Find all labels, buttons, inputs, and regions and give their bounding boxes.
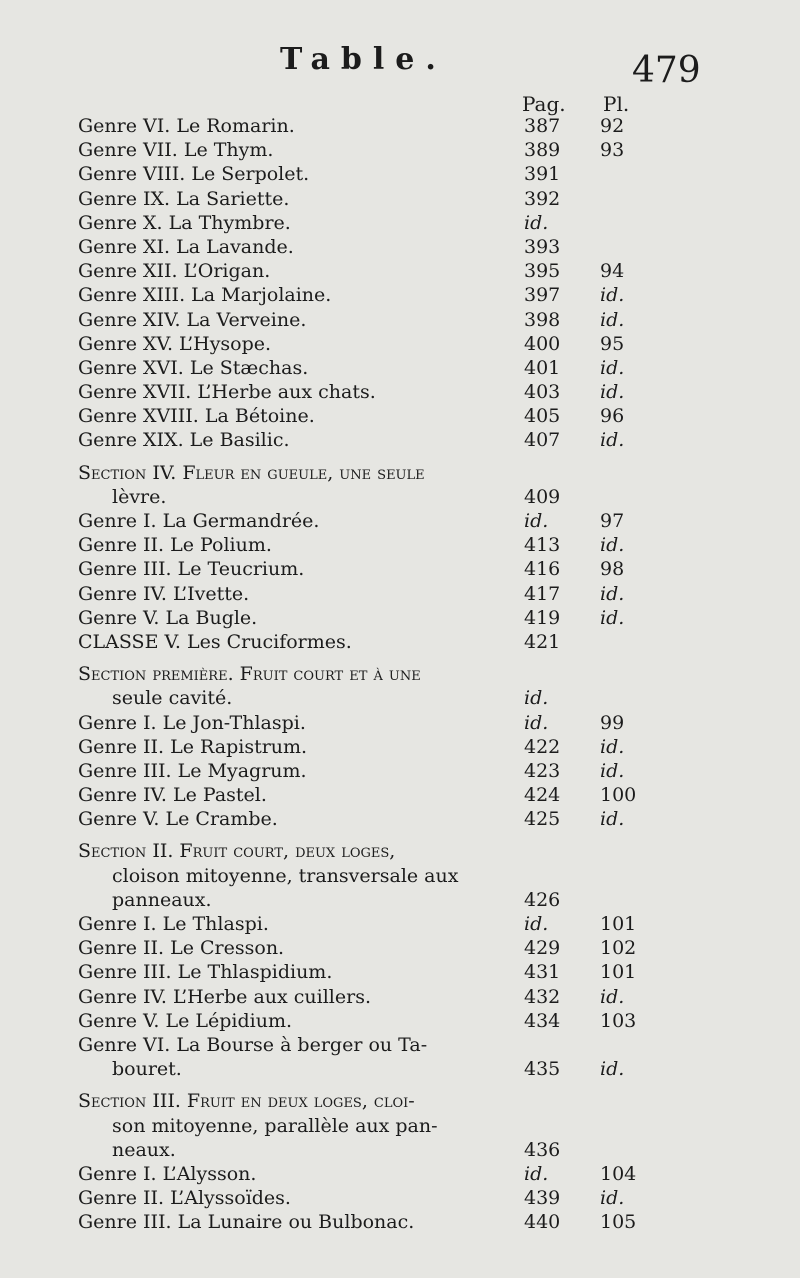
plate-ref: id. bbox=[600, 1058, 625, 1081]
page-ref: id. bbox=[524, 1162, 549, 1185]
plate-ref: id. bbox=[600, 735, 625, 758]
table-row bbox=[0, 557, 800, 581]
page-ref: 432 bbox=[524, 985, 561, 1008]
entry-title: Section première. Fruit court et à une bbox=[78, 663, 421, 686]
entry-title: Genre IV. L’Ivette. bbox=[78, 582, 250, 605]
entry-title: Section IV. Fleur en gueule, une seule bbox=[78, 461, 425, 484]
entry-title: Genre XVI. Le Stæchas. bbox=[78, 356, 309, 379]
page-ref: 419 bbox=[524, 606, 561, 629]
plate-ref: id. bbox=[600, 356, 625, 379]
page-ref: 400 bbox=[524, 332, 561, 355]
entry-title: Genre XII. L’Origan. bbox=[78, 260, 271, 283]
table-row bbox=[0, 1138, 800, 1162]
plate-ref: 105 bbox=[600, 1211, 637, 1234]
plate-ref: id. bbox=[600, 308, 625, 331]
page-ref: 397 bbox=[524, 284, 561, 307]
entry-title: son mitoyenne, parallèle aux pan- bbox=[112, 1114, 438, 1137]
table-row bbox=[0, 428, 800, 452]
entry-title: Genre VIII. Le Serpolet. bbox=[78, 163, 310, 186]
plate-ref: id. bbox=[600, 1187, 625, 1210]
entry-title: Genre V. Le Crambe. bbox=[78, 808, 278, 831]
plate-ref: 102 bbox=[600, 937, 637, 960]
page-ref: 431 bbox=[524, 961, 561, 984]
table-row bbox=[0, 138, 800, 162]
entry-title: Genre I. Le Jon-Thlaspi. bbox=[78, 711, 306, 734]
page-ref: 387 bbox=[524, 115, 561, 137]
plate-ref: 95 bbox=[600, 332, 625, 355]
table-row bbox=[0, 235, 800, 259]
entry-title: neaux. bbox=[112, 1138, 176, 1161]
entry-title: cloison mitoyenne, transversale aux bbox=[112, 864, 459, 887]
plate-ref: id. bbox=[600, 985, 625, 1008]
page-ref: 413 bbox=[524, 534, 561, 557]
plate-ref: id. bbox=[600, 534, 625, 557]
entry-title: Genre III. Le Teucrium. bbox=[78, 558, 305, 581]
plate-ref: 97 bbox=[600, 510, 625, 532]
page-ref: id. bbox=[524, 211, 549, 234]
page-ref: 429 bbox=[524, 937, 561, 960]
table-row bbox=[0, 985, 800, 1009]
page-ref: 439 bbox=[524, 1187, 561, 1210]
table-row bbox=[0, 1114, 800, 1138]
plate-ref: 93 bbox=[600, 139, 625, 162]
table-row bbox=[0, 533, 800, 557]
plate-ref: id. bbox=[600, 759, 625, 782]
entry-title: Genre XV. L’Hysope. bbox=[78, 332, 272, 355]
table-row bbox=[0, 1186, 800, 1210]
entry-title: Genre II. Le Rapistrum. bbox=[78, 735, 308, 758]
entry-title: Section II. Fruit court, deux loges, bbox=[78, 840, 396, 863]
entry-title: Genre XI. La Lavande. bbox=[78, 235, 294, 258]
page-ref: 393 bbox=[524, 235, 561, 258]
table-row bbox=[0, 711, 800, 735]
plate-ref: id. bbox=[600, 808, 625, 831]
entry-title: Genre VI. Le Romarin. bbox=[78, 115, 295, 137]
page-ref: 416 bbox=[524, 558, 561, 581]
page-ref: 435 bbox=[524, 1058, 561, 1081]
entry-title: Genre III. La Lunaire ou Bulbonac. bbox=[78, 1211, 415, 1234]
page-ref: 407 bbox=[524, 429, 561, 452]
page-ref: 401 bbox=[524, 356, 561, 379]
entry-title: Genre XIV. La Verveine. bbox=[78, 308, 307, 331]
pag-column-header: Pag. bbox=[522, 92, 566, 116]
table-row bbox=[0, 162, 800, 186]
page-ref: id. bbox=[524, 687, 549, 710]
entry-title: Genre I. Le Thlaspi. bbox=[78, 913, 269, 935]
page-ref: 434 bbox=[524, 1009, 561, 1032]
table-row bbox=[0, 759, 800, 783]
table-row bbox=[0, 187, 800, 211]
page-ref: 424 bbox=[524, 784, 561, 807]
plate-ref: 101 bbox=[600, 913, 637, 935]
entry-title: Genre IX. La Sariette. bbox=[78, 187, 290, 210]
page-ref: 422 bbox=[524, 735, 561, 758]
entry-title: Genre I. La Germandrée. bbox=[78, 510, 320, 532]
entry-title: Genre XVII. L’Herbe aux chats. bbox=[78, 381, 376, 404]
page-ref: id. bbox=[524, 913, 549, 935]
table-row bbox=[0, 332, 800, 356]
page-ref: 389 bbox=[524, 139, 561, 162]
table-row bbox=[0, 485, 800, 509]
table-row bbox=[0, 283, 800, 307]
entry-title: Genre I. L’Alysson. bbox=[78, 1162, 257, 1185]
entry-title: Genre XIII. La Marjolaine. bbox=[78, 284, 332, 307]
page-ref: 421 bbox=[524, 630, 561, 653]
table-row bbox=[0, 735, 800, 759]
table-row bbox=[0, 1033, 800, 1057]
table-row bbox=[0, 1162, 800, 1186]
section-heading bbox=[0, 1089, 800, 1113]
page-ref: 398 bbox=[524, 308, 561, 331]
section-heading bbox=[0, 839, 800, 863]
page-ref: 423 bbox=[524, 759, 561, 782]
page-number: 479 bbox=[632, 50, 701, 91]
entry-title: Genre IV. L’Herbe aux cuillers. bbox=[78, 985, 371, 1008]
page-ref: 405 bbox=[524, 405, 561, 428]
plate-ref: 104 bbox=[600, 1162, 637, 1185]
plate-ref: 100 bbox=[600, 784, 637, 807]
plate-ref: id. bbox=[600, 429, 625, 452]
entry-title: Genre XIX. Le Basilic. bbox=[78, 429, 290, 452]
table-row bbox=[0, 960, 800, 984]
entry-title: Genre VII. Le Thym. bbox=[78, 139, 274, 162]
table-row bbox=[0, 1057, 800, 1081]
entry-title: Genre II. L’Alyssoïdes. bbox=[78, 1187, 291, 1210]
table-row bbox=[0, 912, 800, 936]
table-row bbox=[0, 380, 800, 404]
table-row bbox=[0, 1009, 800, 1033]
entry-title: Genre XVIII. La Bétoine. bbox=[78, 405, 315, 428]
table-row bbox=[0, 630, 800, 654]
page-ref: 426 bbox=[524, 888, 561, 911]
plate-ref: id. bbox=[600, 381, 625, 404]
table-row bbox=[0, 864, 800, 888]
table-row bbox=[0, 936, 800, 960]
table-row bbox=[0, 888, 800, 912]
table-row bbox=[0, 1210, 800, 1234]
entry-title: lèvre. bbox=[112, 485, 167, 508]
running-title: Table. bbox=[280, 42, 447, 77]
table-row bbox=[0, 404, 800, 428]
table-row bbox=[0, 356, 800, 380]
section-heading bbox=[0, 461, 800, 485]
entry-title: seule cavité. bbox=[112, 687, 233, 710]
plate-ref: 96 bbox=[600, 405, 625, 428]
entry-title: Genre V. Le Lépidium. bbox=[78, 1009, 293, 1032]
plate-ref: 99 bbox=[600, 711, 625, 734]
entry-title: Genre III. Le Myagrum. bbox=[78, 759, 307, 782]
page-ref: 436 bbox=[524, 1138, 561, 1161]
page-ref: 440 bbox=[524, 1211, 561, 1234]
entry-title: Genre X. La Thymbre. bbox=[78, 211, 291, 234]
plate-ref: 94 bbox=[600, 260, 625, 283]
section-heading bbox=[0, 662, 800, 686]
page-ref: id. bbox=[524, 711, 549, 734]
pl-column-header: Pl. bbox=[603, 92, 630, 116]
table-row bbox=[0, 114, 800, 138]
entry-title: CLASSE V. Les Cruciformes. bbox=[78, 630, 352, 653]
entry-title: Genre V. La Bugle. bbox=[78, 606, 258, 629]
page-ref: 417 bbox=[524, 582, 561, 605]
entry-title: Genre IV. Le Pastel. bbox=[78, 784, 267, 807]
plate-ref: 92 bbox=[600, 115, 625, 137]
page-ref: 391 bbox=[524, 163, 561, 186]
entry-title: Genre VI. La Bourse à berger ou Ta- bbox=[78, 1033, 428, 1056]
table-row bbox=[0, 509, 800, 533]
table-row bbox=[0, 582, 800, 606]
entry-title: panneaux. bbox=[112, 888, 212, 911]
plate-ref: id. bbox=[600, 284, 625, 307]
page-ref: 392 bbox=[524, 187, 561, 210]
table-row bbox=[0, 807, 800, 831]
entry-title: Genre III. Le Thlaspidium. bbox=[78, 961, 333, 984]
entry-title: Section III. Fruit en deux loges, cloi- bbox=[78, 1090, 415, 1113]
page-ref: 395 bbox=[524, 260, 561, 283]
plate-ref: 103 bbox=[600, 1009, 637, 1032]
table-row bbox=[0, 783, 800, 807]
entry-title: bouret. bbox=[112, 1058, 182, 1081]
page-ref: 425 bbox=[524, 808, 561, 831]
table-row bbox=[0, 211, 800, 235]
plate-ref: id. bbox=[600, 606, 625, 629]
table-of-contents bbox=[0, 114, 800, 1234]
table-row bbox=[0, 606, 800, 630]
plate-ref: id. bbox=[600, 582, 625, 605]
entry-title: Genre II. Le Polium. bbox=[78, 534, 272, 557]
table-row bbox=[0, 259, 800, 283]
page-ref: 403 bbox=[524, 381, 561, 404]
plate-ref: 101 bbox=[600, 961, 637, 984]
table-row bbox=[0, 308, 800, 332]
plate-ref: 98 bbox=[600, 558, 625, 581]
page-ref: 409 bbox=[524, 485, 561, 508]
page-ref: id. bbox=[524, 510, 549, 532]
table-row bbox=[0, 686, 800, 710]
entry-title: Genre II. Le Cresson. bbox=[78, 937, 285, 960]
